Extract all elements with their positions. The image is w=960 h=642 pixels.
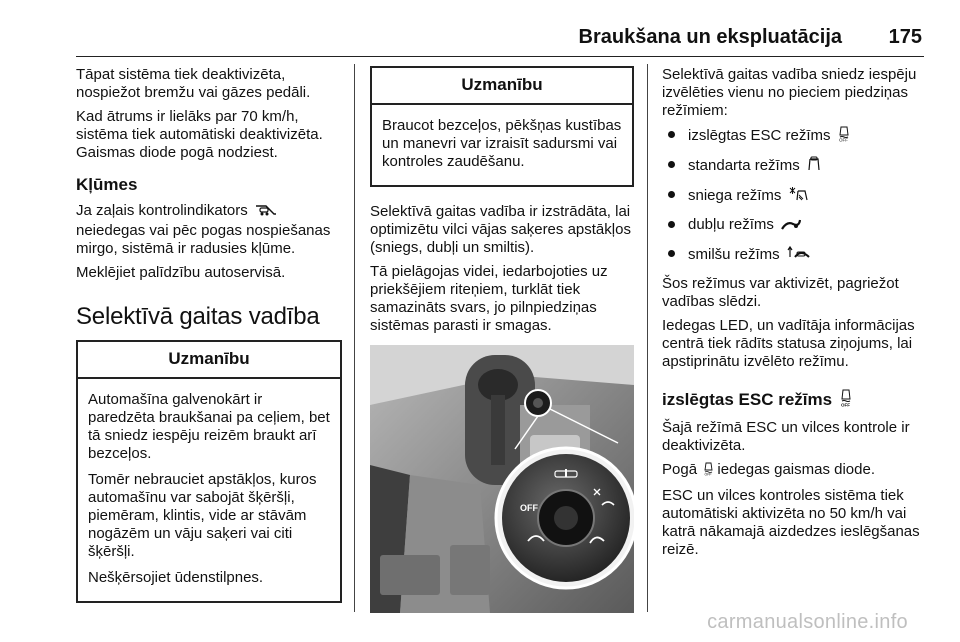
list-item bbox=[662, 216, 928, 236]
mode-label: sniega režīms bbox=[688, 187, 782, 204]
paragraph: Selektīvā gaitas vadība ir izstrādāta, lai optimizētu vilci vājas saķeres apstākļos (sniegs, dubļi un smiltis). bbox=[370, 203, 631, 256]
paragraph-text: Pogā bbox=[662, 461, 698, 478]
column-1 bbox=[76, 66, 342, 613]
svg-text:OFF: OFF bbox=[838, 137, 848, 142]
list-item bbox=[662, 245, 928, 266]
section-heading: Selektīvā gaitas vadība bbox=[76, 303, 320, 330]
paragraph: Meklējiet palīdzību autoservisā. bbox=[76, 264, 286, 281]
snow-mode-icon bbox=[789, 186, 809, 207]
esc-off-icon bbox=[840, 389, 852, 411]
hill-descent-indicator-icon bbox=[255, 203, 277, 222]
mode-list bbox=[662, 126, 928, 266]
paragraph: Iedegas LED, un vadītāja informācijas centrā tiek rādīts statusa ziņojums, lai apstiprinātu izvēlēto režīmu. bbox=[662, 317, 915, 370]
heading-text: izslēgtas ESC režīms bbox=[662, 390, 833, 409]
paragraph: Kad ātrums ir lielāks par 70 km/h, sistēma tiek automātiski deaktivizēta. Gaismas diode pogā nodziest. bbox=[76, 108, 323, 161]
mode-label: izslēgtas ESC režīms bbox=[688, 127, 831, 144]
caution-text: Tomēr nebrauciet apstākļos, kuros automašīnu var sabojāt šķēršļi, piemēram, klintis, vide ar stāvām nogāzēm un vāju saķeri vai citi šķēršļi. bbox=[88, 471, 317, 560]
caution-body bbox=[372, 105, 632, 185]
sand-mode-icon bbox=[787, 245, 811, 266]
paragraph bbox=[662, 461, 928, 481]
mode-label: dubļu režīms bbox=[688, 216, 774, 233]
column-divider-left bbox=[354, 64, 355, 612]
column-3 bbox=[662, 66, 928, 565]
caution-title: Uzmanību bbox=[372, 68, 632, 105]
paragraph-text: neiedegas vai pēc pogas nospiešanas mirgo, sistēmā ir radusies kļūme. bbox=[76, 222, 331, 257]
paragraph: Tāpat sistēma tiek deaktivizēta, nospiežot bremžu vai gāzes pedāli. bbox=[76, 66, 311, 101]
faults-heading: Kļūmes bbox=[76, 175, 138, 194]
paragraph: ESC un vilces kontroles sistēma tiek automātiski aktivizēta no 50 km/h vai katrā nākamajā aizdedzes ieslēgšanas reizē. bbox=[662, 487, 920, 558]
paragraph-text: iedegas gaismas diode. bbox=[717, 461, 875, 478]
column-divider-right bbox=[647, 64, 648, 612]
list-item bbox=[662, 126, 928, 147]
svg-text:OFF: OFF bbox=[840, 402, 850, 407]
dashboard-illustration bbox=[370, 345, 634, 613]
page-title: Braukšana un ekspluatācija bbox=[578, 26, 842, 48]
list-item bbox=[662, 186, 928, 207]
esc-off-button-icon bbox=[704, 462, 713, 481]
esc-off-heading bbox=[662, 389, 928, 411]
column-2 bbox=[370, 66, 634, 613]
caution-text: Automašīna galvenokārt ir paredzēta braukšanai pa ceļiem, bet tā sniedz iespēju reizēm braukt arī bezceļos. bbox=[88, 391, 330, 462]
esc-off-icon bbox=[838, 126, 850, 147]
page-number: 175 bbox=[888, 26, 922, 48]
paragraph: Tā pielāgojas videi, iedarbojoties uz priekšējiem riteņiem, turklāt tiek samazināts svars, jo pilnpiedziņas sistēmas parasti ir smagas. bbox=[370, 263, 608, 334]
mode-label: standarta režīms bbox=[688, 157, 800, 174]
caution-text: Braucot bezceļos, pēkšņas kustības un manevri var izraisīt sadursmi vai kontroles zaudēšanu. bbox=[382, 117, 622, 170]
dashboard-photo bbox=[370, 345, 634, 613]
caution-box bbox=[370, 66, 634, 187]
caution-title: Uzmanību bbox=[78, 342, 340, 379]
watermark: carmanualsonline.info bbox=[707, 611, 908, 633]
esc-off-label: OFF bbox=[520, 503, 538, 513]
paragraph bbox=[76, 202, 342, 258]
list-item bbox=[662, 156, 928, 177]
svg-text:OFF: OFF bbox=[704, 472, 712, 476]
paragraph: Šajā režīmā ESC un vilces kontrole ir deaktivizēta. bbox=[662, 419, 910, 454]
paragraph-text: Ja zaļais kontrolindikators bbox=[76, 202, 248, 219]
paragraph: Selektīvā gaitas vadība sniedz iespēju izvēlēties vienu no pieciem piedziņas režīmiem: bbox=[662, 66, 917, 119]
mud-mode-icon bbox=[781, 217, 801, 236]
caution-body bbox=[78, 379, 340, 601]
page-header bbox=[0, 0, 960, 56]
mode-label: smilšu režīms bbox=[688, 246, 780, 263]
standard-mode-icon bbox=[807, 156, 821, 177]
caution-box bbox=[76, 340, 342, 603]
header-rule bbox=[76, 56, 924, 57]
caution-text: Nešķērsojiet ūdenstilpnes. bbox=[88, 569, 264, 586]
paragraph: Šos režīmus var aktivizēt, pagriežot vadības slēdzi. bbox=[662, 275, 899, 310]
